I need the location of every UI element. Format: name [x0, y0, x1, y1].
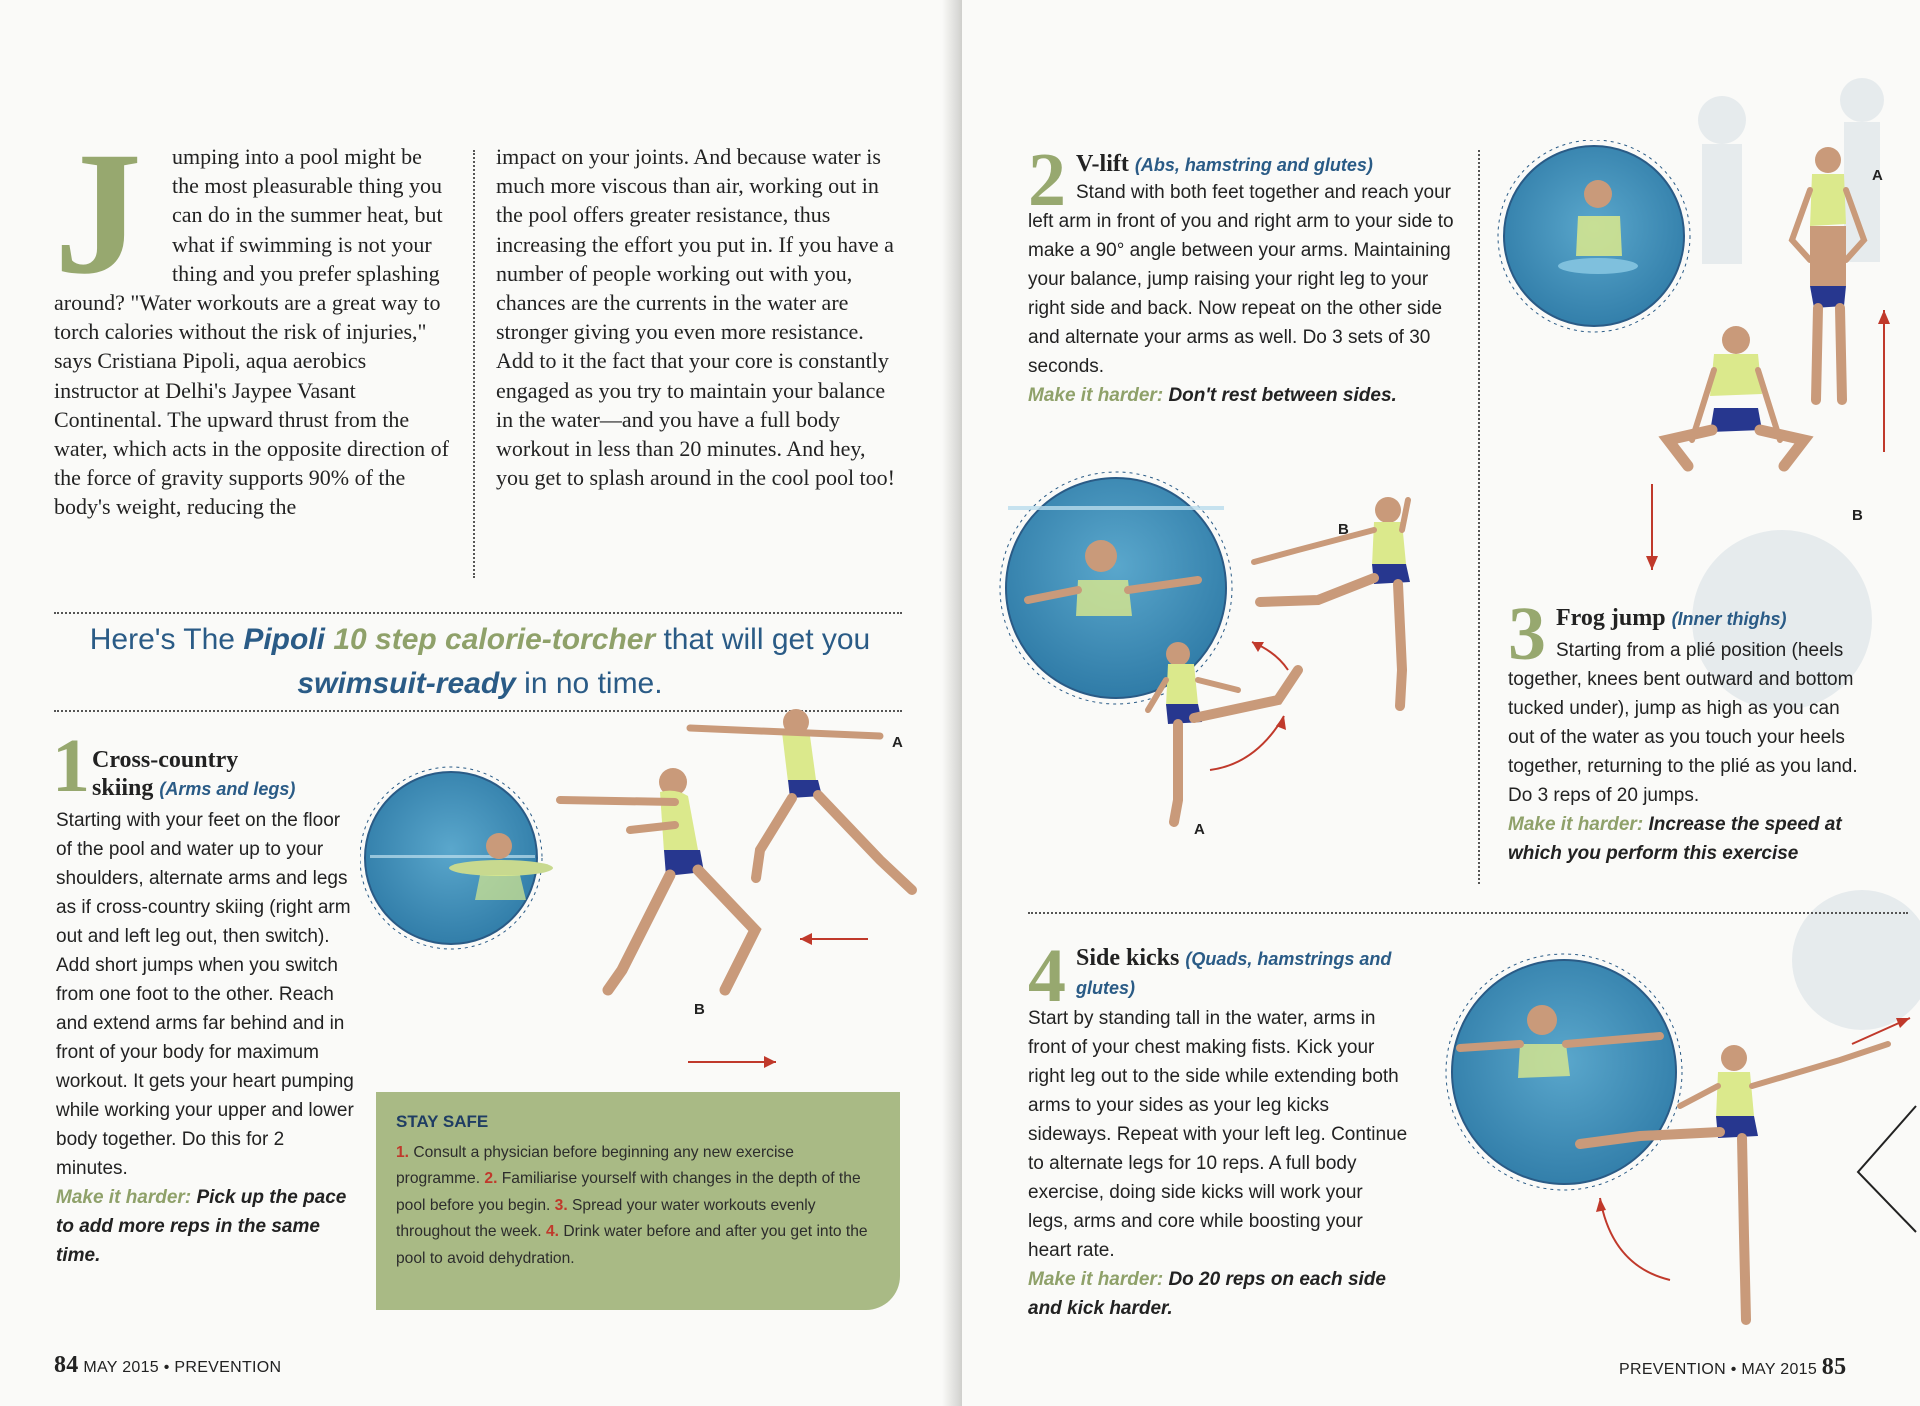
photo-label-a: A	[1872, 167, 1883, 184]
step-4-title	[1076, 944, 1406, 1002]
divider-top	[54, 612, 902, 614]
step-1-title-b: skiing	[92, 775, 154, 801]
step-2-number: 2	[1028, 138, 1066, 222]
tip-number: 4.	[545, 1223, 559, 1241]
step-2-subtitle: (Abs, hamstring and glutes)	[1134, 155, 1373, 175]
headline-highlight: 10 step calorie-torcher	[333, 623, 656, 656]
headline-emphasis: swimsuit-ready	[297, 667, 516, 700]
photo-label-b: B	[1852, 507, 1863, 524]
step-4-subtitle: (Quads, hamstrings and glutes)	[1076, 949, 1392, 998]
step-2-photo	[998, 470, 1478, 930]
photo-label-a: A	[892, 734, 903, 751]
step-3-photo	[1492, 140, 1910, 580]
divider-step-4	[1028, 912, 1908, 914]
step-2-text: Stand with both feet together and reach your left arm in front of you and right arm to your side to make a 90° angle between your arms. Maintaining your balance, jump raising your right leg to your right side and back. Now repeat on the other side and alternate your arms as well. Do 3 sets of 30 seconds.	[1028, 182, 1454, 377]
footer-text: PREVENTION • MAY 2015	[1619, 1361, 1818, 1378]
step-2-title	[1076, 150, 1476, 179]
step-3-number: 3	[1508, 592, 1546, 676]
step-4-harder-label: Make it harder:	[1028, 1269, 1164, 1290]
intro-text-2: impact on your joints. And because water is much more viscous than air, working out in the pool offers greater resistance, thus increasing the effort you put in. If you have a number of people working out with you, chances are the currents in the water are stronger giving you even more resistance. Add to it the fact that your core is constantly engaged as you try to maintain your balance in the water—and you have a full body workout in less than 20 minutes. And hey, you get to splash around in the cool pool too!	[496, 144, 895, 491]
tip-text: Consult a physician before beginning any new exercise programme.	[396, 1144, 794, 1188]
step-4-body	[1028, 1004, 1408, 1323]
tip-text: Spread your water workouts evenly throughout the week.	[396, 1196, 816, 1241]
step-1-title-a: Cross-country	[92, 747, 239, 773]
step-4-text: Start by standing tall in the water, arms in front of your chest making fists. Kick your right leg out to the side while extending both arms to your sides as your leg kicks sideways. Repeat with your left leg. Continue to alternate legs for 10 reps. A full body exercise, doing side kicks will work your legs, arms and core while boosting your heart rate.	[1028, 1008, 1408, 1261]
step-1-text: Starting with your feet on the floor of the pool and water up to your shoulders, alternate arms and legs as if cross-country skiing (right arm out and left leg out, then switch). Add short jumps when you switch from one foot to the other. Reach and extend arms far behind and in front of your body for maximum workout. It gets your heart pumping while working your upper and lower body together. Do this for 2 minutes.	[56, 810, 354, 1179]
left-page	[0, 0, 958, 1406]
step-4-harder-text: Do 20 reps on each side and kick harder.	[1028, 1269, 1386, 1319]
column-divider-right	[1478, 150, 1480, 884]
step-3-title	[1556, 604, 1916, 633]
headline-part: that will get you	[655, 623, 871, 656]
step-2-harder-label: Make it harder:	[1028, 385, 1164, 406]
step-3-title-text: Frog jump	[1556, 605, 1666, 631]
step-3-harder-label: Make it harder:	[1508, 814, 1644, 835]
step-1-harder-label: Make it harder:	[56, 1187, 192, 1208]
step-4-title-text: Side kicks	[1076, 945, 1180, 971]
intro-column-1	[54, 116, 452, 522]
stay-safe-title: STAY SAFE	[396, 1112, 489, 1131]
footer-left	[54, 1352, 281, 1379]
intro-text-1: umping into a pool might be the most pleasurable thing you can do in the summer heat, but what if swimming is not your thing and you prefer splashing around? "Water workouts are a great way to torch calories without the risk of injuries," says Cristiana Pipoli, aqua aerobics instructor at Delhi's Jaypee Vasant Continental. The upward thrust from the water, which acts in the opposite direction of the force of gravity supports 90% of the body's weight, reducing the	[54, 144, 450, 520]
photo-label-a: A	[1194, 821, 1205, 838]
tip-text: Familiarise yourself with changes in the depth of the pool before you begin.	[396, 1170, 861, 1214]
page-number: 85	[1821, 1354, 1847, 1380]
right-page	[962, 0, 1920, 1406]
photo-label-b: B	[694, 1001, 705, 1018]
column-divider	[473, 150, 475, 578]
footer-right	[1619, 1354, 1846, 1381]
step-4-photo	[1440, 936, 1920, 1336]
tip-text: Drink water before and after you get into the pool to avoid dehydration.	[396, 1223, 868, 1267]
step-4-number: 4	[1028, 934, 1066, 1018]
tip-number: 2.	[484, 1170, 498, 1188]
stay-safe-box	[376, 1092, 900, 1310]
step-1-subtitle: (Arms and legs)	[159, 779, 296, 799]
headline-part: in no time.	[515, 667, 663, 700]
drop-cap: J	[54, 116, 142, 311]
step-1-harder-text: Pick up the pace to add more reps in the same time.	[56, 1187, 347, 1266]
page-number: 84	[54, 1352, 79, 1378]
photo-label-b: B	[1338, 521, 1349, 538]
stay-safe-text	[396, 1140, 878, 1272]
footer-text: MAY 2015 • PREVENTION	[83, 1359, 282, 1376]
step-1-body	[56, 806, 356, 1270]
intro-column-2	[496, 142, 896, 492]
step-2-title-text: V-lift	[1076, 151, 1129, 177]
step-3-subtitle: (Inner thighs)	[1671, 609, 1787, 629]
step-3-text: Starting from a plié position (heels together, knees bent outward and bottom tucked under), jump as high as you can out of the water as you touch your heels together, returning to the plié as you land. Do 3 reps of 20 jumps.	[1508, 640, 1858, 806]
tip-number: 3.	[554, 1196, 568, 1214]
step-3-harder-text: Increase the speed at which you perform this exercise	[1508, 814, 1842, 864]
headline	[40, 618, 920, 706]
step-1-photo	[360, 700, 940, 1100]
headline-name: Pipoli	[243, 623, 325, 656]
step-1-number: 1	[52, 724, 90, 808]
step-2-body	[1028, 178, 1462, 410]
tip-number: 1.	[396, 1144, 410, 1161]
step-2-harder-text: Don't rest between sides.	[1168, 385, 1397, 406]
step-3-body	[1508, 636, 1868, 868]
headline-part: Here's The	[89, 623, 244, 656]
